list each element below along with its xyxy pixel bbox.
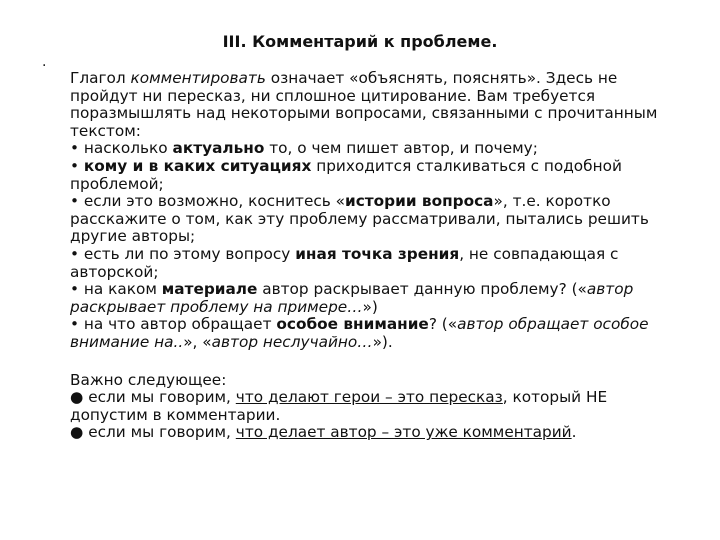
intro-paragraph <box>70 70 680 140</box>
section-title: III. Комментарий к проблеме. <box>222 32 498 51</box>
bullet-history: • если это возможно, коснитесь «истории вопроса», т.е. коротко расскажите о том, как эту проблему рассматривали, пытались решить другие авторы; <box>70 192 649 246</box>
important-heading: Важно следующее: <box>70 370 227 389</box>
bullet-other-view: • есть ли по этому вопросу иная точка зрения, не совпадающая с авторской; <box>70 244 619 281</box>
bullet-attention: • на что автор обращает особое внимание? («автор обращает особое внимание на..», «автор неслучайно…»). <box>70 315 649 351</box>
main-text <box>70 70 680 442</box>
intro-text-cont: означает «объяснять, пояснять». Здесь не пройдут ни пересказ, ни сплошное цитирование. Вам требуется поразмышлять над некоторыми вопросами, связанными с прочитанным текстом: <box>70 69 658 140</box>
margin-dot: . <box>42 54 47 70</box>
important-commentary: ● если мы говорим, что делает автор – это уже комментарий. <box>70 423 577 442</box>
bullet-who: • кому и в каких ситуациях приходится сталкиваться с подобной проблемой; <box>70 156 622 193</box>
intro-text: Глагол <box>70 69 131 87</box>
paragraph-gap <box>70 352 680 372</box>
bullet-relevance: • насколько актуально то, о чем пишет автор, и почему; <box>70 139 538 158</box>
important-retelling: ● если мы говорим, что делают герои – это пересказ, который НЕ допустим в комментарии. <box>70 388 608 424</box>
intro-italic: комментировать <box>130 69 266 87</box>
bullet-material: • на каком материале автор раскрывает данную проблему? («автор раскрывает проблему на примере…») <box>70 280 634 316</box>
